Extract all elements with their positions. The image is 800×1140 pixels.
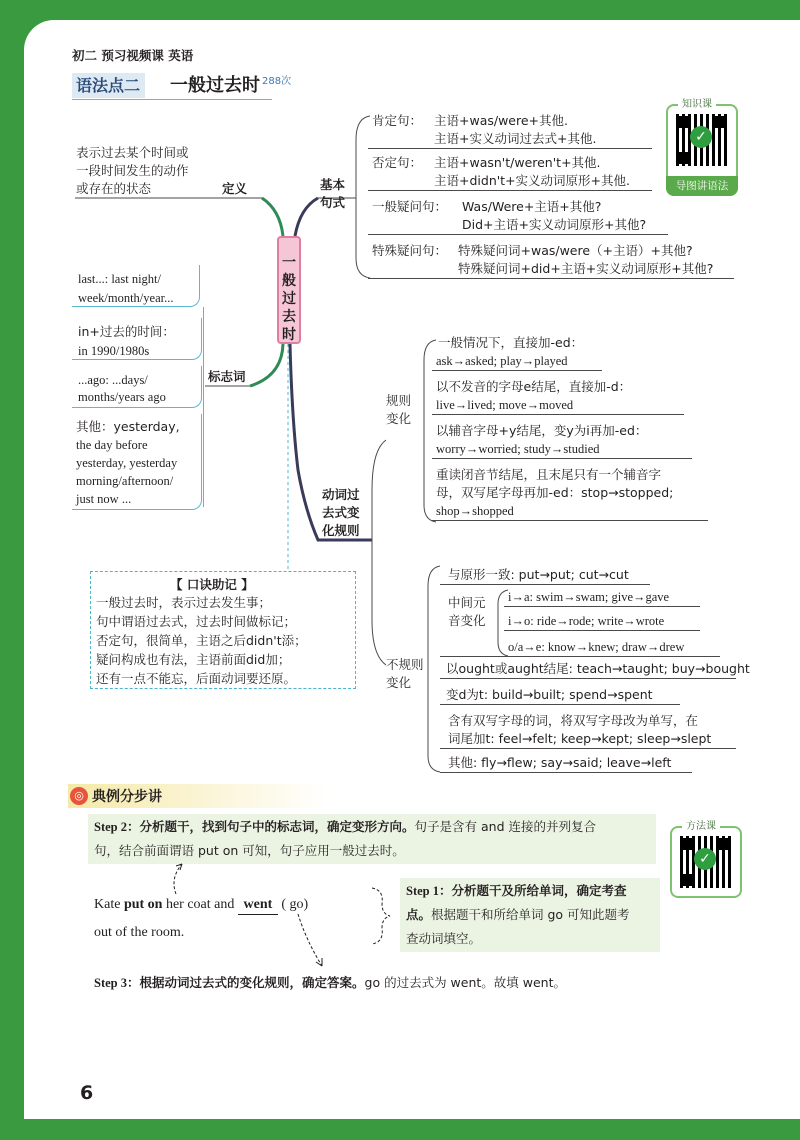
basic-item-line: 主语+didn't+实义动词原形+其他. — [434, 173, 630, 188]
qr-bottom-label: 导图讲语法 — [666, 176, 738, 196]
qr-top-label: 方法课 — [682, 817, 720, 832]
page-header: 初二 预习视频课 英语 — [72, 48, 194, 63]
regular-rule: worry→worried; study→studied — [436, 442, 600, 456]
basic-item-label: 一般疑问句： — [372, 199, 448, 214]
step1-text-3: 查动词填空。 — [406, 931, 482, 946]
step1-text-2: 点。根据题干和所给单词 go 可知此题考 — [406, 907, 630, 922]
vowel-rule: o/a→e: know→knew; draw→drew — [508, 640, 685, 654]
example-sentence: Kate put on her coat and went ( go) — [94, 896, 308, 915]
regular-label: 变化 — [386, 411, 412, 426]
irregular-rule: 词尾加t: feel→felt; keep→kept; sleep→slept — [448, 731, 712, 746]
verb-rules-label: 动词过 — [322, 487, 360, 502]
basic-item-label: 肯定句： — [372, 113, 423, 128]
regular-rule: 重读闭音节结尾，且末尾只有一个辅音字 — [436, 467, 662, 482]
signal-item: yesterday, yesterday — [76, 456, 178, 470]
regular-rule: 母，双写尾字母再加-ed：stop→stopped; — [436, 485, 674, 500]
check-icon: ✓ — [690, 126, 712, 148]
basic-item-label: 特殊疑问句： — [372, 243, 448, 258]
verb-rules-label: 化规则 — [322, 523, 360, 538]
section-title: 典例分步讲 — [92, 789, 162, 805]
definition-line: 或存在的状态 — [76, 181, 152, 196]
basic-item-line: 特殊疑问词+was/were（+主语）+其他? — [458, 243, 693, 258]
basic-label: 句式 — [320, 195, 346, 210]
mnemonic-line: 句中谓语过去式，过去时间做标记； — [96, 614, 297, 629]
basic-item-line: 主语+was/were+其他. — [434, 113, 568, 128]
signal-item: the day before — [76, 438, 148, 452]
signal-item: ...ago: ...days/ — [78, 373, 148, 387]
vowel-label: 中间元 — [448, 595, 486, 610]
regular-rule: 以不发音的字母e结尾，直接加-d： — [436, 379, 632, 394]
vowel-label: 音变化 — [448, 613, 486, 628]
signal-item: 其他：yesterday, — [76, 419, 180, 434]
mnemonic-line: 疑问构成也有法，主语前面did加； — [96, 652, 291, 667]
signal-item: just now ... — [76, 492, 132, 506]
irregular-label: 变化 — [386, 675, 412, 690]
basic-item-line: Did+主语+实义动词原形+其他? — [462, 217, 647, 232]
signal-item: week/month/year... — [78, 291, 174, 305]
center-node: 一般过去时 — [277, 236, 301, 344]
basic-item-line: 主语+实义动词过去式+其他. — [434, 131, 597, 146]
page-number: 6 — [80, 1082, 94, 1104]
regular-rule: shop→shopped — [436, 504, 514, 518]
mnemonic-line: 否定句，很简单，主语之后didn't添； — [96, 633, 307, 648]
step2-text: Step 2：分析题干，找到句子中的标志词，确定变形方向。句子是含有 and 连接的并列复合 — [94, 819, 596, 834]
verb-rules-label: 去式变 — [322, 505, 360, 520]
regular-rule: live→lived; move→moved — [436, 398, 574, 412]
basic-label: 基本 — [320, 177, 346, 192]
irregular-rule: 以ought或aught结尾: teach→taught; buy→bought — [446, 661, 750, 676]
step3-text: Step 3：根据动词过去式的变化规则，确定答案。go 的过去式为 went。故填 went。 — [94, 975, 566, 990]
regular-rule: ask→asked; play→played — [436, 354, 568, 368]
signal-label: 标志词 — [208, 369, 246, 384]
irregular-rule: 其他: fly→flew; say→said; leave→left — [448, 755, 672, 770]
regular-rule: 以辅音字母+y结尾，变y为i再加-ed： — [436, 423, 648, 438]
basic-item-line: 主语+wasn't/weren't+其他. — [434, 155, 601, 170]
irregular-label: 不规则 — [386, 657, 424, 672]
irregular-rule: 含有双写字母的词，将双写字母改为单写，在 — [448, 713, 699, 728]
step2-text-2: 句，结合前面谓语 put on 可知，句子应用一般过去时。 — [94, 843, 405, 858]
definition-line: 表示过去某个时间或 — [76, 145, 189, 160]
target-icon: ◎ — [70, 787, 88, 805]
vowel-rule: i→o: ride→rode; write→wrote — [508, 614, 665, 628]
definition-line: 一段时间发生的动作 — [76, 163, 189, 178]
mnemonic-line: 一般过去时，表示过去发生事； — [96, 595, 272, 610]
signal-item: months/years ago — [78, 390, 166, 404]
irregular-rule: 变d为t: build→built; spend→spent — [446, 687, 653, 702]
qr-top-label: 知识课 — [678, 95, 716, 110]
regular-rule: 一般情况下，直接加-ed： — [438, 335, 584, 350]
mnemonic-line: 还有一点不能忘，后面动词要还原。 — [96, 671, 297, 686]
signal-item: last...: last night/ — [78, 272, 161, 286]
signal-item: in+过去的时间： — [78, 324, 175, 339]
basic-item-line: Was/Were+主语+其他? — [462, 199, 602, 214]
signal-item: morning/afternoon/ — [76, 474, 174, 488]
mnemonic-title: 【 口诀助记 】 — [170, 577, 254, 592]
vowel-rule: i→a: swim→swam; give→gave — [508, 590, 670, 604]
step1-text: Step 1：分析题干及所给单词，确定考查 — [406, 883, 627, 898]
regular-label: 规则 — [386, 393, 412, 408]
basic-item-label: 否定句： — [372, 155, 423, 170]
irregular-rule: 与原形一致: put→put; cut→cut — [448, 567, 629, 582]
check-icon: ✓ — [694, 848, 716, 870]
grammar-point-tag: 语法点二 — [72, 73, 145, 98]
basic-item-line: 特殊疑问词+did+主语+实义动词原形+其他? — [458, 261, 714, 276]
view-count: 288次 — [262, 76, 292, 87]
example-sentence-2: out of the room. — [94, 925, 185, 940]
definition-label: 定义 — [222, 181, 248, 196]
page-title: 一般过去时 — [170, 75, 260, 96]
signal-item: in 1990/1980s — [78, 344, 150, 358]
